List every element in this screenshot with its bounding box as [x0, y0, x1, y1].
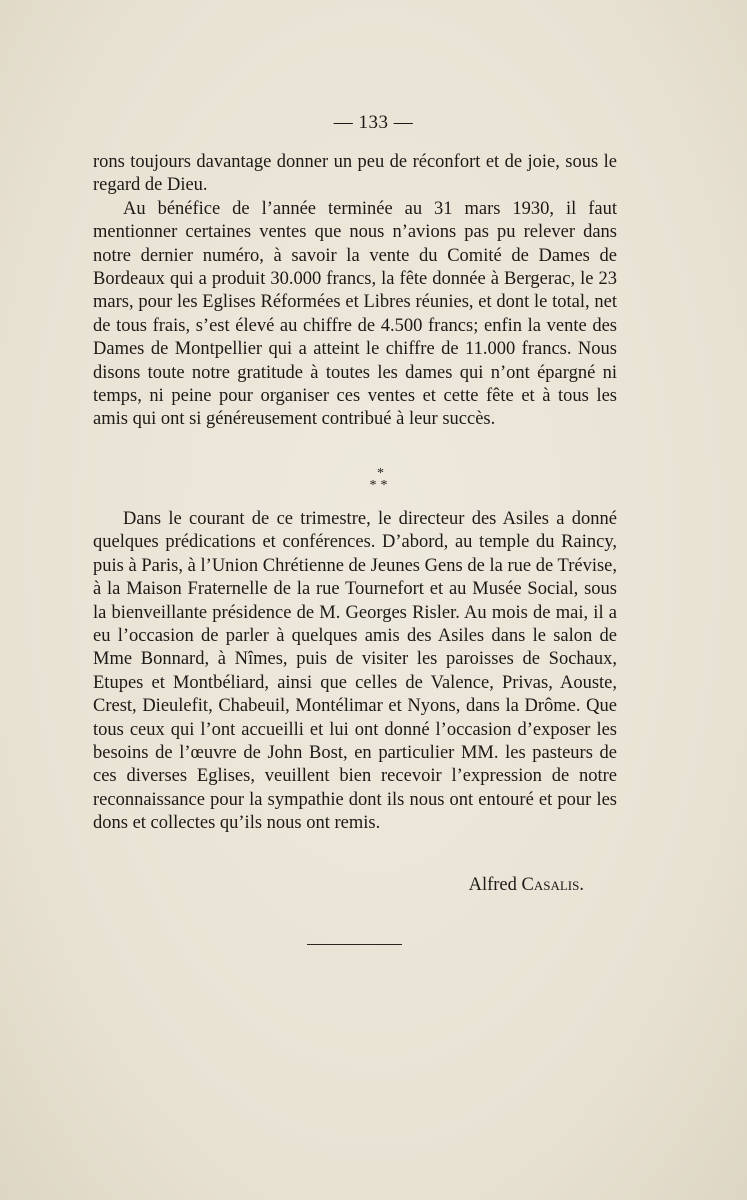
asterism-top: *: [377, 466, 384, 481]
signature: [469, 875, 584, 896]
paragraph-2: [93, 508, 617, 836]
asterism-bottom: **: [369, 478, 392, 493]
signature-first-name: Alfred: [468, 875, 517, 895]
end-rule: [307, 944, 402, 945]
signature-last-name: Casalis.: [521, 875, 584, 895]
paragraph-1: [93, 151, 617, 432]
paragraph-2-body: Dans le courant de ce trimestre, le directeur des Asiles a donné quelques prédications et conférences. D’abord, au temple du Raincy, puis à Paris, à l’Union Chrétienne de Jeunes Gens de la rue de Trévise, à la Maison Fraternelle de la rue Tournefort et au Musée Social, sous la bienveillante présidence de M. Georges Risler. Au mois de mai, il a eu l’occasion de parler à quelques amis des Asiles dans le salon de Mme Bonnard, à Nîmes, puis de visiter les paroisses de Sochaux, Etupes et Montbéliard, ainsi que celles de Valence, Privas, Aouste, Crest, Dieulefit, Chabeuil, Montélimar et Nyons, dans la Drôme. Que tous ceux qui l’ont accueilli et lui ont donné l’occasion d’exposer les besoins de l’œuvre de John Bost, en particulier MM. les pasteurs de ces diverses Eglises, veuillent bien recevoir l’expression de notre reconnaissance pour la sympathie dont ils nous ont entouré et pour les dons et collectes qu’ils nous ont remis.: [93, 509, 617, 834]
paragraph-1-body: Au bénéfice de l’année terminée au 31 mars 1930, il faut mentionner certaines ventes que nous n’avions pas pu relever dans notre dernier numéro, à savoir la vente du Comité de Dames de Bordeaux qui a produit 30.000 francs, la fête donnée à Bergerac, le 23 mars, pour les Eglises Réformées et Libres réunies, et dont le total, net de tous frais, s’est élevé au chiffre de 4.500 francs; enfin la vente des Dames de Montpellier qui a atteint le chiffre de 11.000 francs. Nous disons toute notre gratitude à toutes les dames qui n’ont épargné ni temps, ni peine pour organiser ces ventes et cette fête et à tous les amis qui ont si généreusement contribué à leur succès.: [93, 198, 617, 430]
section-separator: [0, 468, 747, 492]
page-number: — 133 —: [333, 112, 414, 133]
paragraph-1-continuation: rons toujours davantage donner un peu de réconfort et de joie, sous le regard de Dieu.: [93, 152, 617, 196]
